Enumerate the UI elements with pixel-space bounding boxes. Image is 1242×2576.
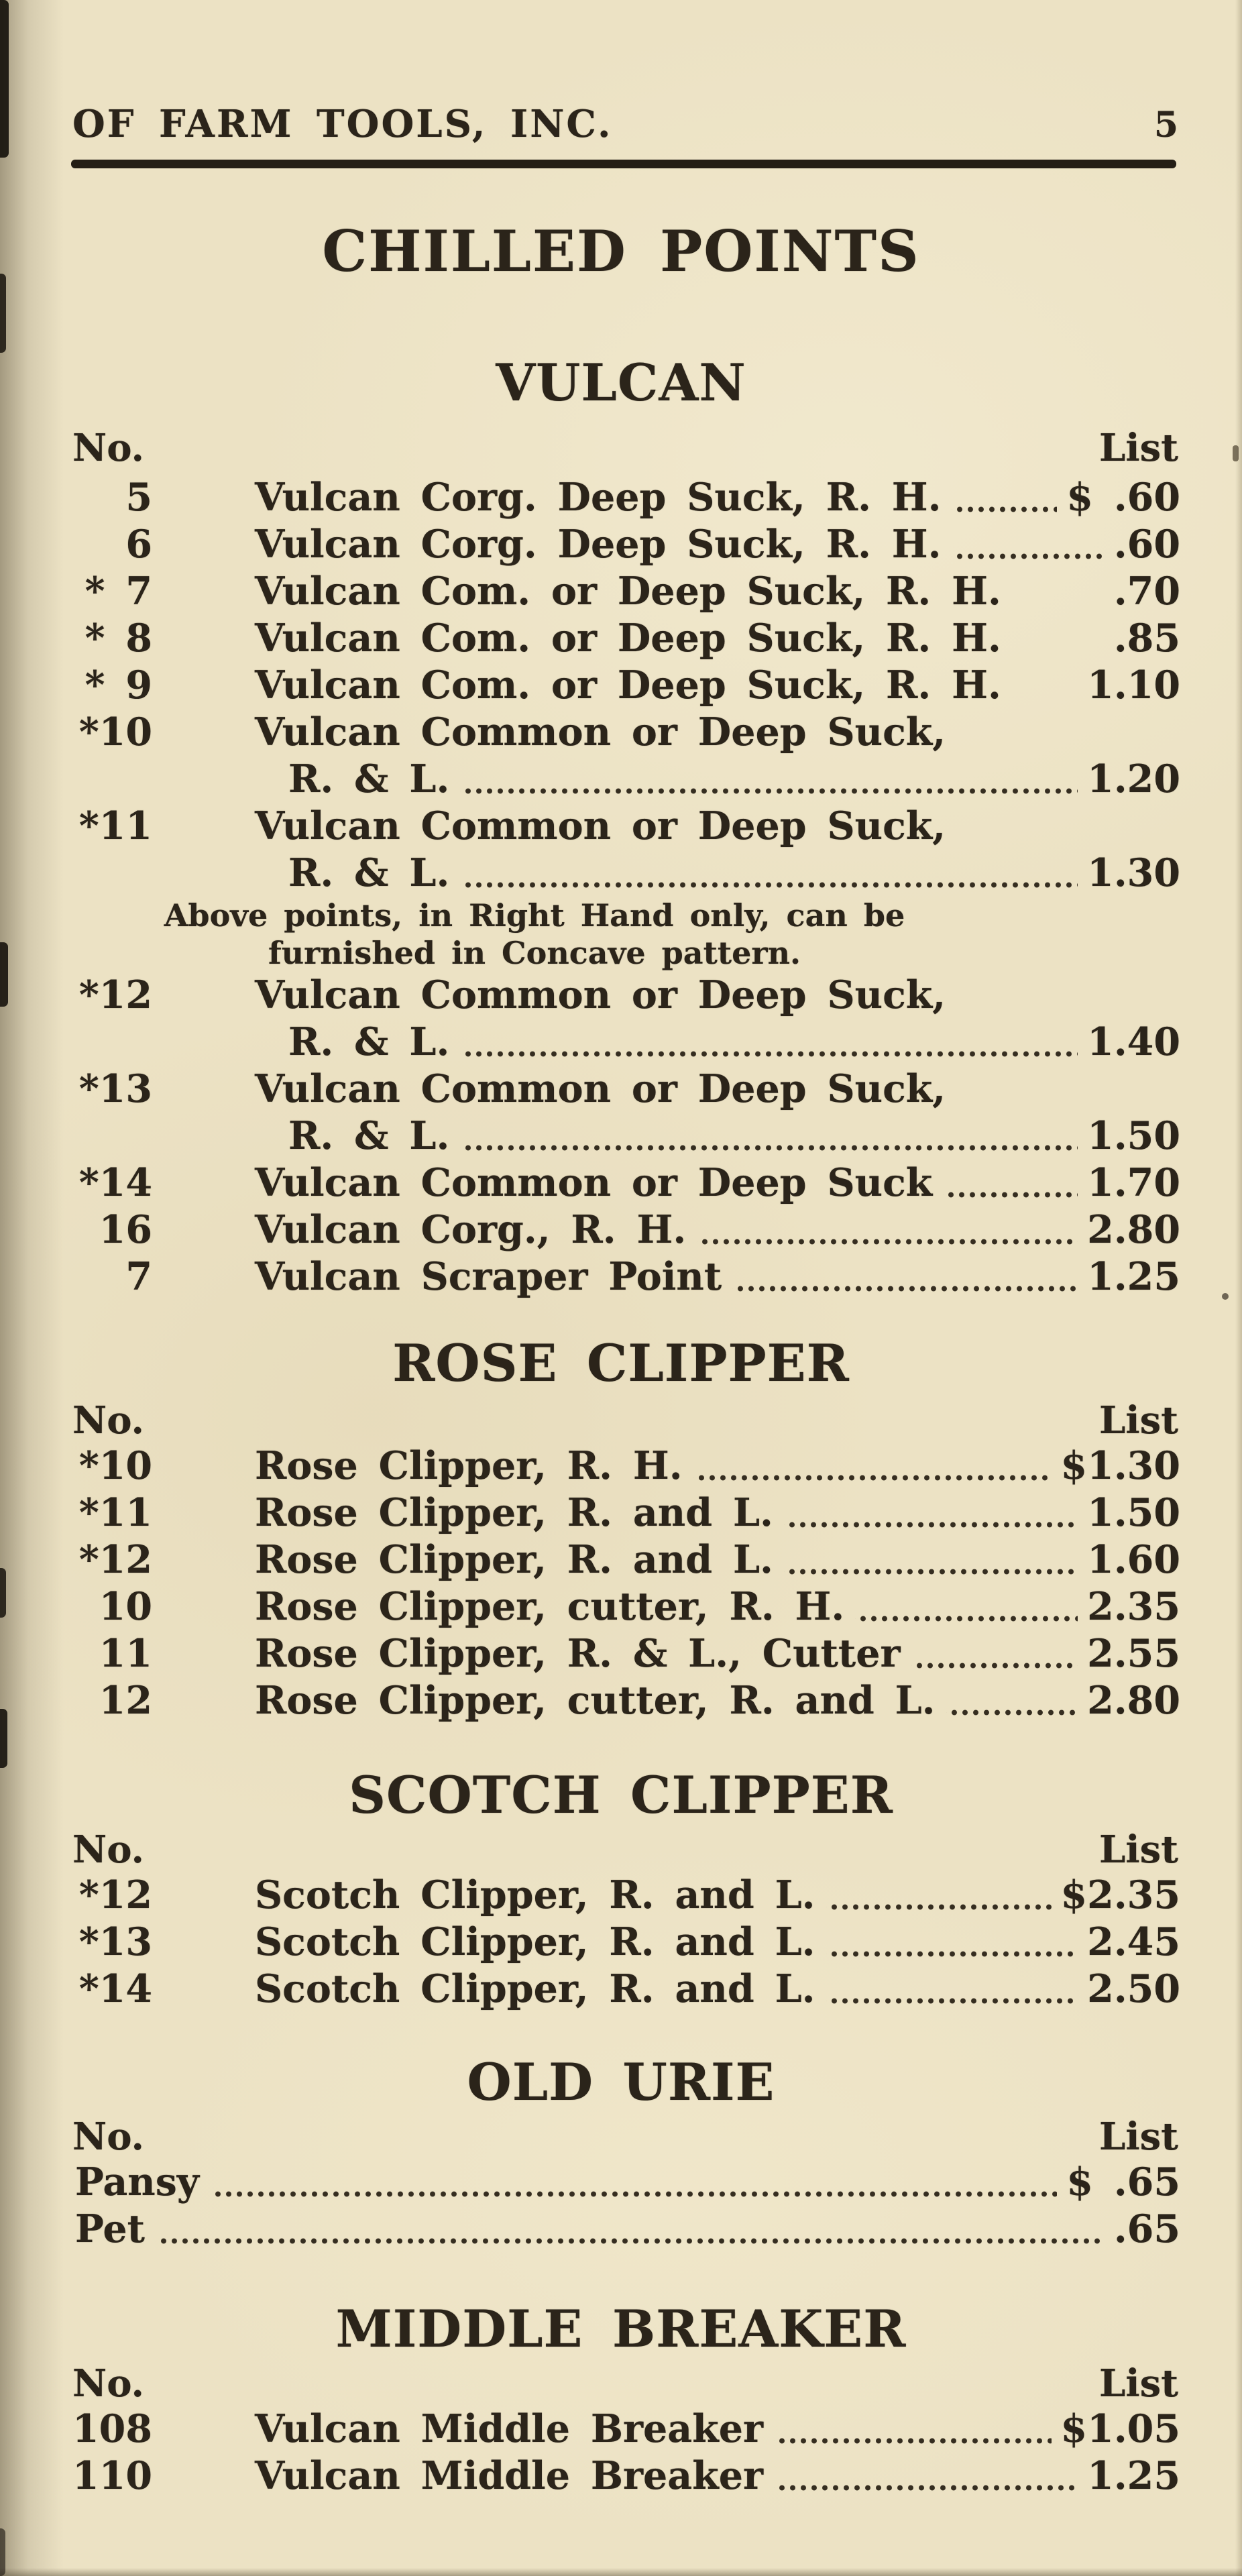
column-header-list: List bbox=[1098, 2115, 1178, 2159]
dot-leader bbox=[784, 1536, 1078, 1583]
price-list bbox=[0, 1443, 1242, 1724]
item-price: 1.10 bbox=[1087, 663, 1180, 708]
scan-left-edge-shadow bbox=[0, 0, 64, 2576]
table-row bbox=[0, 1536, 1242, 1583]
item-number: 7 bbox=[125, 1254, 152, 1299]
section-middle-breaker bbox=[0, 2301, 1242, 2500]
item-description-continued: R. & L. bbox=[288, 1019, 450, 1064]
item-description-continued: R. & L. bbox=[288, 1113, 450, 1158]
section-title: ROSE CLIPPER bbox=[392, 1333, 850, 1393]
dot-leader bbox=[774, 2406, 1051, 2453]
table-row bbox=[0, 1630, 1242, 1677]
item-number: *12 bbox=[78, 972, 152, 1017]
item-price: .65 bbox=[1113, 2206, 1180, 2251]
item-price: 1.30 bbox=[1087, 850, 1180, 895]
item-number: *10 bbox=[78, 710, 152, 754]
column-header-no: No. bbox=[72, 426, 145, 470]
item-number: * 8 bbox=[84, 616, 152, 661]
item-description: Rose Clipper, cutter, R. H. bbox=[255, 1584, 845, 1629]
column-header-list: List bbox=[1098, 426, 1178, 470]
item-description: Scotch Clipper, R. and L. bbox=[255, 1919, 815, 1964]
page-number: 5 bbox=[1153, 105, 1178, 146]
dot-leader bbox=[693, 1443, 1052, 1490]
dot-leader bbox=[774, 2453, 1078, 2500]
table-row bbox=[0, 568, 1242, 615]
item-number: 5 bbox=[125, 475, 152, 520]
dot-leader bbox=[826, 1919, 1078, 1966]
section-rose-clipper bbox=[0, 1335, 1242, 1724]
dot-leader bbox=[826, 1872, 1052, 1919]
item-price: 1.60 bbox=[1087, 1537, 1180, 1582]
item-description: Vulcan Middle Breaker bbox=[255, 2406, 764, 2451]
table-row bbox=[0, 662, 1242, 709]
dot-leader bbox=[855, 1583, 1078, 1630]
item-number: *14 bbox=[78, 1966, 152, 2011]
section-title: MIDDLE BREAKER bbox=[335, 2299, 907, 2359]
item-description: Rose Clipper, R. H. bbox=[255, 1443, 683, 1488]
item-description: Vulcan Corg. Deep Suck, R. H. bbox=[255, 522, 942, 567]
column-header-list: List bbox=[1098, 1398, 1178, 1443]
table-row bbox=[0, 1253, 1242, 1300]
item-number: *11 bbox=[78, 1490, 152, 1535]
item-price: 2.45 bbox=[1087, 1919, 1180, 1964]
item-price: $2.35 bbox=[1060, 1872, 1180, 1917]
note-line-1: Above points, in Right Hand only, can be bbox=[164, 897, 905, 934]
column-headers bbox=[0, 2361, 1242, 2406]
table-row bbox=[0, 2453, 1242, 2500]
page-title: CHILLED POINTS bbox=[322, 218, 920, 284]
item-number: * 9 bbox=[84, 663, 152, 708]
item-description: Vulcan Com. or Deep Suck, R. H. bbox=[255, 616, 1001, 661]
column-headers bbox=[0, 2115, 1242, 2159]
scan-binding-mark bbox=[0, 942, 8, 1007]
table-row bbox=[0, 1160, 1242, 1207]
dot-leader bbox=[460, 1113, 1078, 1160]
section-title: OLD URIE bbox=[467, 2052, 775, 2112]
item-price: 2.35 bbox=[1087, 1584, 1180, 1629]
price-list bbox=[0, 2406, 1242, 2500]
scan-binding-mark bbox=[0, 2528, 5, 2576]
dot-leader bbox=[156, 2206, 1105, 2253]
table-row bbox=[0, 474, 1242, 521]
dot-leader bbox=[946, 1677, 1078, 1724]
item-price: 2.80 bbox=[1087, 1678, 1180, 1723]
column-headers bbox=[0, 1398, 1242, 1443]
item-price: $1.05 bbox=[1060, 2406, 1180, 2451]
section-title: VULCAN bbox=[496, 353, 746, 412]
item-number: 110 bbox=[72, 2453, 152, 2498]
note-line-2: furnished in Concave pattern. bbox=[268, 935, 801, 971]
column-headers bbox=[0, 426, 1242, 470]
table-row bbox=[0, 1583, 1242, 1630]
column-header-no: No. bbox=[72, 2115, 145, 2159]
item-number: *12 bbox=[78, 1872, 152, 1917]
table-row-continuation bbox=[0, 1113, 1242, 1160]
header-rule bbox=[71, 160, 1176, 168]
item-description: Vulcan Common or Deep Suck bbox=[255, 1160, 933, 1205]
item-price: 1.70 bbox=[1087, 1160, 1180, 1205]
dot-leader bbox=[943, 1160, 1078, 1207]
price-list bbox=[0, 474, 1242, 1300]
item-number: 6 bbox=[125, 522, 152, 567]
item-description: Rose Clipper, R. and L. bbox=[255, 1490, 773, 1535]
dot-leader bbox=[210, 2159, 1057, 2206]
table-row bbox=[0, 1066, 1242, 1113]
item-description: Vulcan Scraper Point bbox=[255, 1254, 722, 1299]
item-description: Pet bbox=[75, 2206, 145, 2251]
scan-binding-mark bbox=[0, 1709, 7, 1768]
item-number: 108 bbox=[72, 2406, 152, 2451]
item-number: *13 bbox=[78, 1066, 152, 1111]
scan-binding-mark bbox=[0, 274, 6, 353]
page-header bbox=[72, 101, 1178, 149]
section-title: SCOTCH CLIPPER bbox=[349, 1765, 893, 1825]
table-row bbox=[0, 521, 1242, 568]
table-row bbox=[0, 1872, 1242, 1919]
table-row bbox=[0, 972, 1242, 1019]
column-header-no: No. bbox=[72, 1398, 145, 1443]
item-description: Vulcan Corg., R. H. bbox=[255, 1207, 687, 1252]
item-description: Vulcan Common or Deep Suck, bbox=[255, 972, 946, 1017]
item-price: 2.80 bbox=[1087, 1207, 1180, 1252]
item-description-continued: R. & L. bbox=[288, 757, 450, 801]
table-row-continuation bbox=[0, 1019, 1242, 1066]
dot-leader bbox=[732, 1253, 1078, 1300]
table-row bbox=[0, 1677, 1242, 1724]
item-number: 12 bbox=[99, 1678, 152, 1723]
item-price: .70 bbox=[1113, 569, 1180, 614]
item-price: 1.50 bbox=[1087, 1113, 1180, 1158]
section-vulcan bbox=[0, 355, 1242, 1300]
item-price: .60 bbox=[1113, 522, 1180, 567]
column-header-list: List bbox=[1098, 1828, 1178, 1872]
table-row bbox=[0, 2159, 1242, 2206]
item-description: Vulcan Com. or Deep Suck, R. H. bbox=[255, 663, 1001, 708]
item-description: Vulcan Common or Deep Suck, bbox=[255, 803, 946, 848]
dot-leader bbox=[784, 1490, 1078, 1536]
item-description: Pansy bbox=[75, 2160, 199, 2204]
dot-leader bbox=[952, 474, 1057, 521]
price-list bbox=[0, 1872, 1242, 2013]
table-row bbox=[0, 1443, 1242, 1490]
table-row bbox=[0, 2406, 1242, 2453]
dot-leader bbox=[697, 1207, 1078, 1253]
item-description: Vulcan Common or Deep Suck, bbox=[255, 1066, 946, 1111]
item-description: Scotch Clipper, R. and L. bbox=[255, 1966, 815, 2011]
price-list bbox=[0, 2159, 1242, 2253]
dot-leader bbox=[460, 1019, 1078, 1066]
item-price: 1.20 bbox=[1087, 757, 1180, 801]
table-row bbox=[0, 1966, 1242, 2013]
section-old-urie bbox=[0, 2054, 1242, 2253]
item-number: 11 bbox=[99, 1631, 152, 1676]
column-header-list: List bbox=[1098, 2361, 1178, 2406]
item-price: 1.25 bbox=[1087, 1254, 1180, 1299]
item-price: $1.30 bbox=[1060, 1443, 1180, 1488]
dot-leader bbox=[911, 1630, 1078, 1677]
item-price: 1.25 bbox=[1087, 2453, 1180, 2498]
table-row-continuation bbox=[0, 850, 1242, 897]
table-row bbox=[0, 1207, 1242, 1253]
item-number: *13 bbox=[78, 1919, 152, 1964]
item-description: Rose Clipper, cutter, R. and L. bbox=[255, 1678, 936, 1723]
dot-leader bbox=[952, 521, 1104, 568]
scan-right-edge-shadow bbox=[1235, 0, 1242, 2576]
item-number: * 7 bbox=[84, 569, 152, 614]
scan-binding-mark bbox=[0, 1568, 6, 1618]
note-text bbox=[142, 897, 927, 972]
table-row bbox=[0, 1490, 1242, 1536]
item-price: 2.55 bbox=[1087, 1631, 1180, 1676]
item-number: *10 bbox=[78, 1443, 152, 1488]
item-description: Vulcan Com. or Deep Suck, R. H. bbox=[255, 569, 1001, 614]
item-price: 1.50 bbox=[1087, 1490, 1180, 1535]
item-description: Rose Clipper, R. and L. bbox=[255, 1537, 773, 1582]
dot-leader bbox=[826, 1966, 1078, 2013]
column-header-no: No. bbox=[72, 1828, 145, 1872]
item-description: Vulcan Middle Breaker bbox=[255, 2453, 764, 2498]
item-description: Vulcan Corg. Deep Suck, R. H. bbox=[255, 475, 942, 520]
item-number: 16 bbox=[99, 1207, 152, 1252]
item-number: *12 bbox=[78, 1537, 152, 1582]
section-scotch-clipper bbox=[0, 1767, 1242, 2013]
item-price: 1.40 bbox=[1087, 1019, 1180, 1064]
item-number: *14 bbox=[78, 1160, 152, 1205]
column-headers bbox=[0, 1828, 1242, 1872]
dot-leader bbox=[460, 756, 1078, 803]
item-price: 2.50 bbox=[1087, 1966, 1180, 2011]
item-description: Vulcan Common or Deep Suck, bbox=[255, 710, 946, 754]
scan-speck bbox=[1222, 1293, 1229, 1300]
table-row bbox=[0, 1919, 1242, 1966]
item-description: Rose Clipper, R. & L., Cutter bbox=[255, 1631, 901, 1676]
company-name: OF FARM TOOLS, INC. bbox=[72, 102, 613, 146]
column-header-no: No. bbox=[72, 2361, 145, 2406]
item-description: Scotch Clipper, R. and L. bbox=[255, 1872, 815, 1917]
item-price: $ .60 bbox=[1066, 475, 1180, 520]
scan-binding-mark bbox=[0, 0, 9, 158]
table-row bbox=[0, 2206, 1242, 2253]
table-row bbox=[0, 803, 1242, 850]
table-row bbox=[0, 615, 1242, 662]
item-description-continued: R. & L. bbox=[288, 850, 450, 895]
scan-speck bbox=[1233, 445, 1239, 461]
scan-bottom-edge-shadow bbox=[0, 2568, 1242, 2576]
table-row bbox=[0, 709, 1242, 756]
table-row-continuation bbox=[0, 756, 1242, 803]
item-number: 10 bbox=[99, 1584, 152, 1629]
item-number: *11 bbox=[78, 803, 152, 848]
dot-leader bbox=[460, 850, 1078, 897]
item-price: $ .65 bbox=[1066, 2160, 1180, 2204]
item-price: .85 bbox=[1113, 616, 1180, 661]
